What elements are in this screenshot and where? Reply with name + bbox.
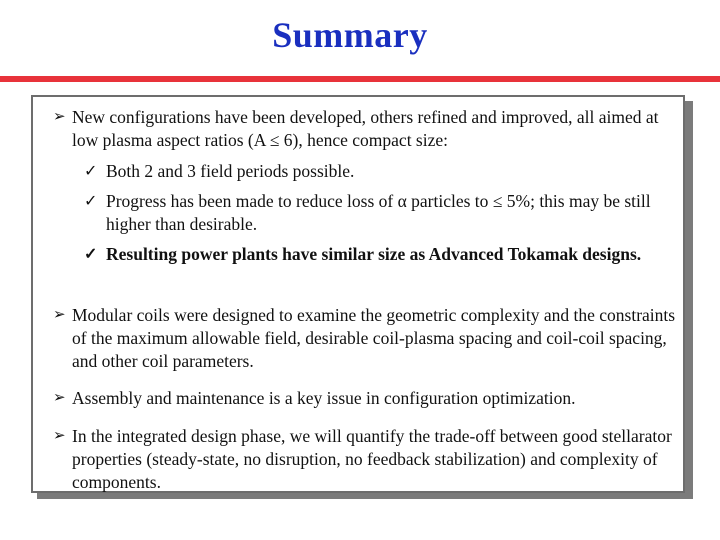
- subbullet-3-text: Resulting power plants have similar size as Advanced Tokamak designs.: [106, 244, 642, 264]
- subbullet-1-text: Both 2 and 3 field periods possible.: [106, 161, 355, 181]
- check-bullet-icon: ✓: [84, 246, 98, 263]
- arrow-bullet-icon: ➢: [53, 428, 66, 444]
- bullet-1-text: New configurations have been developed, others refined and improved, all aimed at low plasma aspect ratios (A ≤ 6), hence compact size:: [72, 107, 659, 150]
- arrow-bullet-icon: ➢: [53, 307, 66, 323]
- slide-title: Summary: [272, 15, 428, 55]
- subbullet-2: [84, 190, 681, 236]
- bullet-2-text: Modular coils were designed to examine the geometric complexity and the constraints of the maximum allowable field, desirable coil-plasma spacing and coil-coil spacing, and other coil parameters.: [72, 305, 676, 371]
- arrow-bullet-icon: ➢: [53, 109, 66, 125]
- subbullet-2-text: Progress has been made to reduce loss of α particles to ≤ 5%; this may be still higher than desirable.: [106, 191, 651, 234]
- title-divider: [0, 76, 720, 82]
- subbullet-1: [84, 160, 686, 183]
- bullet-4: [53, 425, 684, 494]
- bullet-4-text: In the integrated design phase, we will quantify the trade-off between good stellarator properties (steady-state, no disruption, no feedback stabilization) and complexity of components.: [72, 426, 672, 492]
- bullet-3: [53, 387, 682, 410]
- check-bullet-icon: ✓: [84, 163, 98, 180]
- bullet-1: [53, 106, 682, 152]
- arrow-bullet-icon: ➢: [53, 390, 66, 406]
- subbullet-3: [84, 243, 666, 266]
- check-bullet-icon: ✓: [84, 193, 98, 210]
- bullet-2: [53, 304, 682, 373]
- bullet-3-text: Assembly and maintenance is a key issue in configuration optimization.: [72, 388, 576, 408]
